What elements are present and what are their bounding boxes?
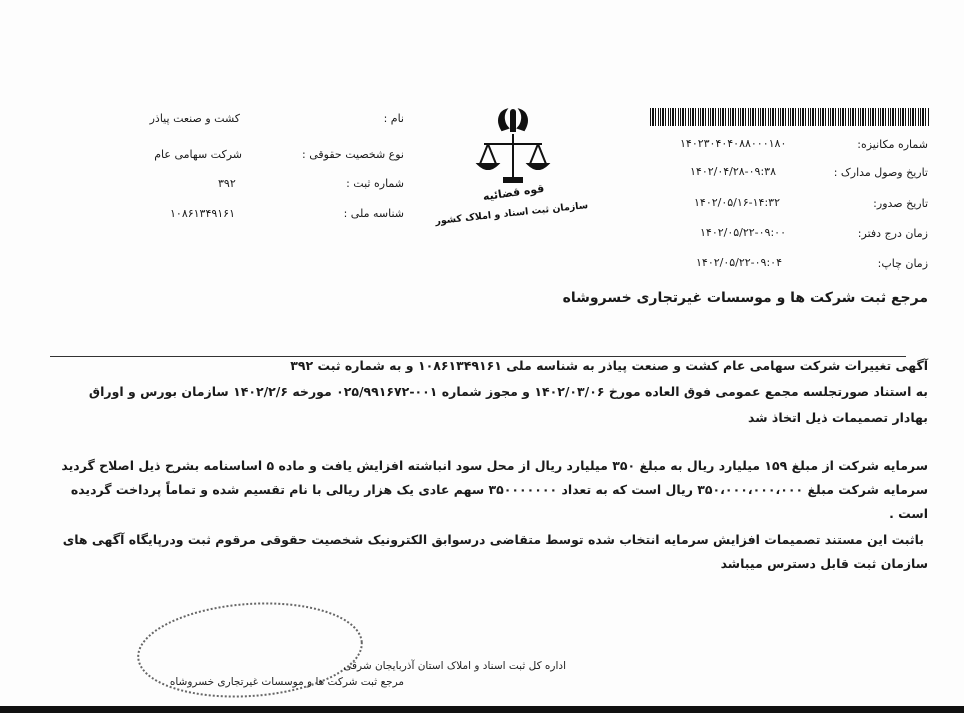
ledger-entry-time-label: زمان درج دفتر: (857, 227, 928, 240)
emblem-top-text: قوه قضائیه (481, 181, 546, 204)
emblem-bottom-text: سازمان ثبت اسناد و املاک کشور (434, 200, 589, 228)
stamp-line-1: اداره کل ثبت اسناد و املاک استان آذربایجان شرقی (343, 660, 566, 672)
notice-line-3: بهادار تصمیمات ذیل اتخاذ شد (748, 410, 928, 425)
entity-type-value: شرکت سهامی عام (154, 148, 242, 161)
registration-number-value: ۳۹۲ (218, 177, 236, 190)
documents-received-value: ۱۴۰۲/۰۴/۲۸-۰۹:۳۸ (690, 165, 776, 178)
emblem-symbol-icon (499, 109, 527, 132)
entity-type-label: نوع شخصیت حقوقی : (302, 148, 404, 161)
notice-line-5: سرمایه شرکت مبلغ ۳۵۰،۰۰۰،۰۰۰،۰۰۰ ریال است که به تعداد ۳۵۰۰۰۰۰۰۰ سهم عادی یک هزار ریالی با نام تقسیم شده و تماماً پرداخت گردیده (70, 482, 928, 497)
print-time-value: ۱۴۰۲/۰۵/۲۲-۰۹:۰۴ (696, 256, 782, 269)
notice-line-4: سرمایه شرکت از مبلغ ۱۵۹ میلیارد ریال به مبلغ ۳۵۰ میلیارد ریال از محل سود انباشته افزایش یافت و ماده ۵ اساسنامه بشرح ذیل اصلاح گردید (61, 458, 928, 473)
divider (50, 356, 906, 357)
issue-date-value: ۱۴۰۲/۰۵/۱۶-۱۴:۳۲ (694, 196, 780, 209)
registry-authority-title: مرجع ثبت شرکت ها و موسسات غیرتجاری خسروشاه (562, 290, 928, 306)
notice-line-6: است . (889, 506, 928, 521)
documents-received-label: تاریخ وصول مدارک : (833, 166, 928, 179)
registration-number-label: شماره ثبت : (346, 177, 404, 190)
company-name-label: نام : (383, 112, 404, 125)
scan-edge (0, 706, 964, 713)
national-id-label: شناسه ملی : (343, 207, 404, 220)
notice-line-1: آگهی تغییرات شرکت سهامی عام کشت و صنعت پیاذر به شناسه ملی ۱۰۸۶۱۳۴۹۱۶۱ و به شماره ثبت ۳۹۲ (290, 358, 928, 373)
registration-code-value: ۱۴۰۲۳۰۴۰۴۰۸۸۰۰۰۱۸۰ (680, 137, 787, 150)
national-id-value: ۱۰۸۶۱۳۴۹۱۶۱ (170, 207, 235, 220)
ledger-entry-time-value: ۱۴۰۲/۰۵/۲۲-۰۹:۰۰ (700, 226, 786, 239)
issue-date-label: تاریخ صدور: (873, 197, 928, 210)
registration-code-label: شماره مکانیزه: (857, 138, 928, 151)
notice-line-2: به استناد صورتجلسه مجمع عمومی فوق العاده مورخ ۱۴۰۲/۰۳/۰۶ و مجوز شماره ۰۰۱-۰۲۵/۹۹۱۶۷۲ مورخه ۱۴۰۲/۲/۶ سازمان بورس و اوراق (88, 384, 928, 399)
notice-line-7: باثبت این مستند تصمیمات افزایش سرمایه انتخاب شده توسط متقاضی درسوابق الکترونیک شخصیت حقوقی مرقوم ثبت ودرپایگاه آگهی های (62, 532, 924, 547)
notice-line-8: سازمان ثبت قابل دسترس میباشد (720, 556, 928, 571)
judiciary-emblem (434, 104, 589, 234)
print-time-label: زمان چاپ: (877, 257, 928, 270)
barcode (650, 108, 930, 126)
company-name-value: کشت و صنعت پیاذر (149, 112, 240, 125)
stamp-line-2: مرجع ثبت شرکت ها و موسسات غیرتجاری خسروشاه (169, 676, 404, 688)
scales-icon (478, 134, 548, 182)
